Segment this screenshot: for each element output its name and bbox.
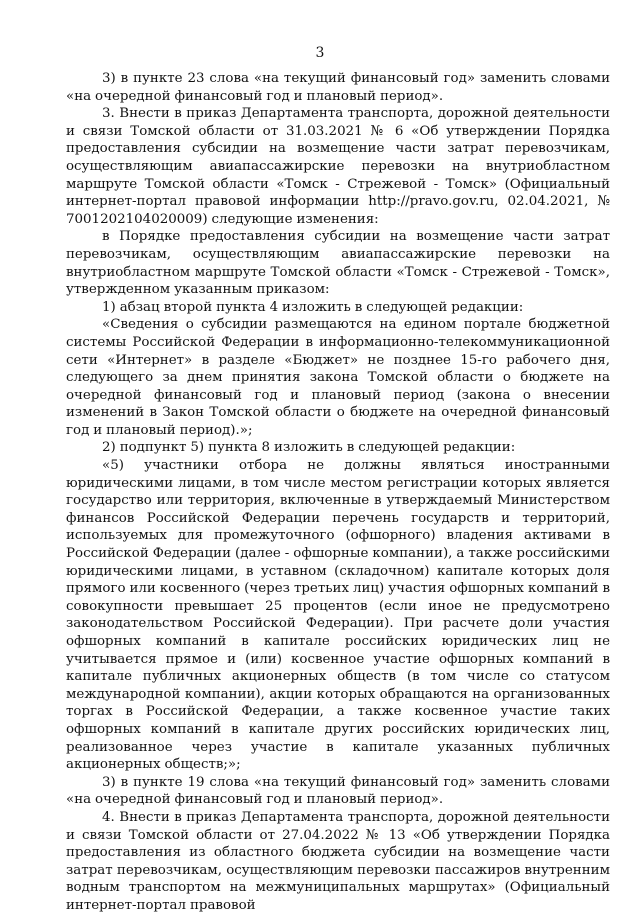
paragraph-section-3-intro: в Порядке предоставления субсидии на возмещение части затрат перевозчикам, осуществляющим авиапассажирские перевозки на внутриобластном маршруте Томской области «Томск - Стрежевой - Томск», утвержденном указанным приказом: — [66, 229, 610, 298]
paragraph-item-3-tail: 3) в пункте 23 слова «на текущий финансовый год» заменить словами «на очередной финансовый год и плановый период». — [66, 71, 610, 104]
page-number: 3 — [315, 45, 325, 61]
paragraph-section-3: 3. Внести в приказ Департамента транспорта, дорожной деятельности и связи Томской области от 31.03.2021 № 6 «Об утверждении Порядка предоставления субсидии на возмещение части затрат перевозчикам, осуществляющим авиапассажирские перевозки на внутриобластном маршруте Томской области «Томск - Стрежевой - Томск» (Официальный интернет-портал правовой информации http://pravo.gov.ru, 02.04.2021, № 7001202104020009) следующие изменения: — [66, 106, 610, 227]
document-body — [66, 70, 610, 915]
paragraph-section-4: 4. Внести в приказ Департамента транспорта, дорожной деятельности и связи Томской области от 27.04.2022 № 13 «Об утверждении Порядка предоставления из областного бюджета субсидии на возмещение части затрат перевозчикам, осуществляющим перевозки пассажиров внутренним водным транспортом на межмуниципальных маршрутах» (Официальный интернет-портал правовой — [66, 809, 610, 913]
paragraph-item-3: 3) в пункте 19 слова «на текущий финансовый год» заменить словами «на очередной финансовый год и плановый период». — [66, 774, 610, 808]
paragraph-item-2: 2) подпункт 5) пункта 8 изложить в следующей редакции: — [102, 440, 516, 456]
paragraph-quote-offshore: «5) участники отбора не должны являться иностранными юридическими лицами, в том числе местом регистрации которых является государство или территория, включенные в утверждаемый Министерством финансов Российской Федерации перечень государств и территорий, используемых для промежуточного (офшорного) владения активами в Российской Федерации (далее - офшорные компании), а также российскими юридическими лицами, в уставном (складочном) капитале которых доля прямого или косвенного (через третьих лиц) участия офшорных компаний в совокупности превышает 25 процентов (если иное не предусмотрено законодательством Российской Федерации). При расчете доли участия офшорных компаний в капитале российских юридических лиц не учитывается прямое и (или) косвенное участие офшорных компаний в капитале публичных акционерных обществ (в том числе со статусом международной компании), акции которых обращаются на организованных торгах в Российской Федерации, а также косвенное участие таких офшорных компаний в капитале других российских юридических лиц, реализованное через участие в капитале указанных публичных акционерных обществ;»; — [66, 458, 610, 773]
paragraph-item-1: 1) абзац второй пункта 4 изложить в следующей редакции: — [102, 299, 524, 315]
paragraph-quote-subsidy-info: «Сведения о субсидии размещаются на едином портале бюджетной системы Российской Федерации в информационно-телекоммуникационной сети «Интернет» в разделе «Бюджет» не позднее 15-го рабочего дня, следующего за днем принятия закона Томской области о бюджете на очередной финансовый год и плановый период (закона о внесении изменений в Закон Томской области о бюджете на очередной финансовый год и плановый период).»; — [66, 317, 610, 438]
